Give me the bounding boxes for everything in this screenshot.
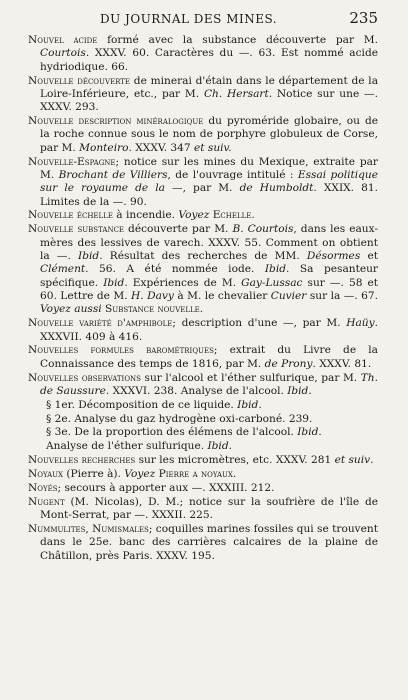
entry-heading: Noyaux [28, 468, 64, 480]
entry-text: . XXXV. 60. Caractères du —. 63. Est nommé acide hydriodique. 66. [40, 47, 378, 73]
entry-text: Ibid [78, 250, 100, 262]
entry-text: . [258, 398, 262, 411]
entry-text: (Pierre à). [63, 468, 125, 480]
index-entry [28, 75, 378, 115]
entry-text: . [199, 303, 204, 316]
entry-text: de Prony [264, 357, 313, 370]
entry-text: Substance nouvelle [105, 303, 200, 316]
entry-text: Ibid [207, 440, 229, 453]
entry-heading: Nouvelle description minéralogique [28, 115, 204, 128]
entry-text: Brochant de Villiers [58, 168, 168, 181]
index-entry [28, 344, 378, 371]
running-head [0, 9, 408, 32]
page-number: 235 [349, 9, 378, 27]
entry-text: . [232, 468, 237, 480]
entry-text: formé avec la substance découverte par M. [97, 34, 378, 46]
index-subentry [28, 426, 378, 439]
entry-text: (M. Nicolas), D. M.; notice sur la soufrière de l'île de Mont-Serrat, par —. XXXII. 225. [40, 495, 378, 522]
entry-text: Courtois [40, 47, 86, 60]
entry-text: et [360, 250, 378, 262]
index-entries [28, 34, 378, 563]
entry-text: . XXXV. 347 [128, 141, 195, 154]
entry-heading: Nouvelles recherches [28, 454, 136, 467]
entry-text: . Résultat des recherches de MM. [99, 250, 307, 262]
entry-text: sur la —. 67. [306, 290, 378, 303]
entry-text: Désormes [306, 250, 361, 262]
entry-text: Voyez [124, 468, 156, 480]
entry-text: de minerai d'étain dans le département de la Loire-Inférieure, etc., par M. [40, 74, 379, 100]
index-entry [28, 468, 378, 481]
entry-text: ; coquilles marines fossiles qui se trouvent dans le 25e. banc des carrières calcaires de la plaine de Châtillon, près Paris. XXXV. 195. [40, 522, 378, 562]
entry-text: Haüy [346, 317, 375, 330]
index-entry [28, 372, 378, 399]
entry-text: Th. de Saussure [40, 371, 378, 397]
entry-text: Voyez aussi [40, 303, 102, 316]
entry-text: § 3e. De la proportion des élémens de l'alcool. [46, 426, 298, 439]
running-title: DU JOURNAL DES MINES. [100, 12, 278, 26]
index-subentry [28, 440, 378, 453]
entry-text: à incendie. [112, 209, 179, 222]
entry-text: . [308, 384, 312, 397]
entry-text: Essai politique sur le royaume de la — [40, 168, 379, 195]
entry-heading: Nouvelles observations [28, 371, 141, 384]
entry-heading: Nouvel acide [28, 34, 98, 46]
entry-text: § 1er. Décomposition de ce liquide. [46, 398, 238, 411]
index-entry [28, 482, 378, 495]
entry-text: Cuvier [270, 290, 307, 303]
index-entry [28, 523, 378, 563]
entry-text: Ibid [237, 398, 259, 411]
entry-text: . Notice sur une —. XXXV. 293. [40, 87, 378, 114]
entry-heading: Nouvelle-Espagne [28, 155, 116, 168]
entry-heading: Nouvelles formules barométriques [28, 344, 214, 357]
entry-text: Ibid [264, 263, 287, 276]
entry-text: et suiv. [194, 141, 232, 154]
entry-heading: Nummulites, Numismales [28, 522, 149, 535]
entry-text: , dans les eaux-mères des lessives de varech. XXXV. 55. Comment on obtient la —. [40, 223, 378, 262]
entry-text: sur l'alcool et l'éther sulfurique, par M. [140, 371, 361, 384]
entry-text: à M. le chevalier [173, 290, 271, 303]
entry-text: Clément [40, 263, 86, 276]
entry-text: , de l'ouvrage intitulé : [167, 168, 298, 181]
entry-text: Pierre a noyaux [158, 468, 233, 480]
entry-heading: Nugent [28, 495, 65, 508]
entry-text: ; extrait du Livre de la Connaissance des temps de 1816, par M. [40, 344, 378, 370]
entry-text: . XXIX. 81. Limites de la —. 90. [40, 182, 378, 208]
entry-text: § 2e. Analyse du gaz hydrogène oxi-carboné. 239. [46, 412, 313, 425]
index-entry [28, 223, 378, 316]
entry-text: H. Davy [131, 290, 174, 303]
entry-text: Ibid [287, 384, 309, 397]
entry-text: . XXXV. 81. [312, 357, 372, 370]
entry-text: et suiv [334, 454, 371, 467]
entry-text: Voyez [178, 209, 210, 222]
entry-text: B. Courtois [232, 223, 294, 236]
entry-text: . [318, 426, 322, 439]
entry-text: , par M. [182, 182, 240, 195]
index-entry [28, 454, 378, 467]
index-entry [28, 34, 378, 74]
entry-text: Monteiro [79, 141, 129, 154]
index-entry [28, 209, 378, 222]
entry-text: . Expériences de M. [124, 276, 242, 289]
entry-text: Ibid [103, 276, 125, 289]
index-entry [28, 115, 378, 155]
entry-text: sur —. 58 et 60. Lettre de M. [40, 276, 379, 303]
entry-text: sur les micromètres, etc. XXXV. 281 [135, 454, 335, 467]
index-subentry [28, 413, 378, 426]
entry-text: ; secours à apporter aux —. XXXIII. 212. [57, 481, 275, 494]
entry-text: Gay-Lussac [241, 276, 303, 289]
entry-text: Ch. Hersart [203, 87, 269, 100]
entry-heading: Nouvelle substance [28, 223, 125, 236]
entry-text: . XXXVI. 238. Analyse de l'alcool. [105, 384, 288, 397]
entry-text: . 56. A été nommée iode. [85, 263, 265, 276]
entry-text: . Sa pesanteur spécifique. [40, 263, 379, 289]
entry-text: découverte par M. [124, 223, 233, 236]
entry-text: du pyroméride globaire, ou de la roche connue sous le nom de porphyre globuleux de Corse, par M. [40, 115, 378, 154]
entry-text: de Humboldt [239, 182, 314, 195]
entry-text: . [228, 440, 232, 453]
entry-text: . XXXVII. 409 à 416. [40, 317, 378, 343]
entry-text: . [251, 209, 255, 222]
entry-heading: Nouvelle variété d'amphibole [28, 317, 173, 330]
entry-text: Echelle [212, 209, 252, 222]
entry-text: ; description d'une —, par M. [172, 317, 347, 330]
entry-text: ; notice sur les mines du Mexique, extraite par M. [40, 155, 378, 181]
index-entry [28, 156, 378, 209]
entry-text: Ibid [297, 426, 319, 439]
entry-text: Analyse de l'éther sulfurique. [46, 440, 208, 453]
index-entry [28, 496, 378, 523]
index-entry [28, 317, 378, 344]
entry-heading: Nouvelle découverte [28, 74, 131, 87]
entry-text: . [370, 454, 374, 467]
entry-heading: Nouvelle échelle [28, 209, 113, 222]
entry-heading: Noyés [28, 481, 58, 494]
index-subentry [28, 399, 378, 412]
